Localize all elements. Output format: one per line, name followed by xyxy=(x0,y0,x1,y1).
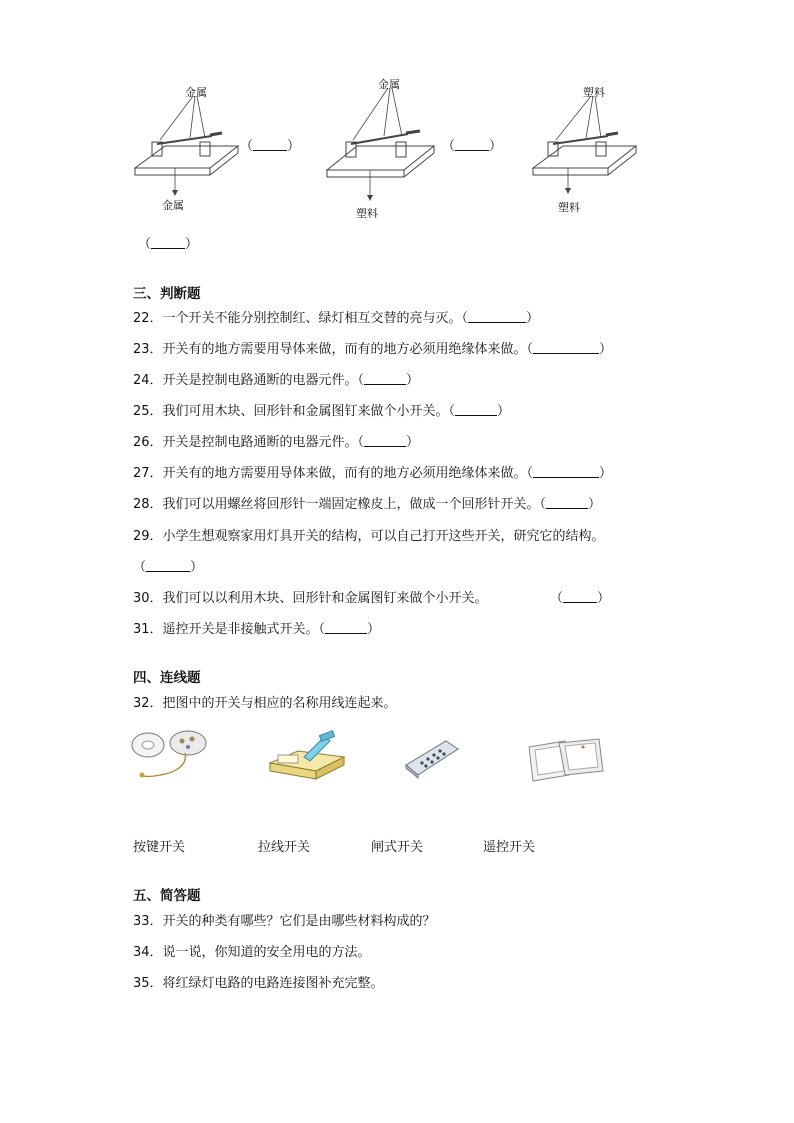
figure-1-base-label: 金属 xyxy=(162,199,184,212)
pull-cord-switch-image xyxy=(130,725,215,785)
figure-1-answer-blank[interactable]: （ ） xyxy=(240,139,301,154)
judge-item-22: 22．一个开关不能分别控制红、绿灯相互交替的亮与灭。（ ） xyxy=(133,311,540,326)
switch-name-push-button: 按键开关 xyxy=(133,840,186,855)
remote-control-image xyxy=(402,737,462,779)
figure-3-top-label: 塑料 xyxy=(583,86,605,99)
answer-blank-22[interactable] xyxy=(468,310,526,323)
judge-item-23: 23．开关有的地方需要用导体来做，而有的地方必须用绝缘体来做。（ ） xyxy=(133,342,613,357)
wall-switch-image xyxy=(525,735,607,785)
figure-2-base-label: 塑料 xyxy=(356,207,378,220)
answer-blank-28[interactable] xyxy=(546,496,588,509)
figure-2-answer-blank[interactable]: （ ） xyxy=(442,139,503,154)
judge-item-24: 24．开关是控制电路通断的电器元件。（ ） xyxy=(133,373,420,388)
connect-item-32: 32．把图中的开关与相应的名称用线连起来。 xyxy=(133,696,397,711)
knife-switch-image xyxy=(268,727,348,785)
judge-item-29-answer: （ ） xyxy=(133,560,204,575)
judge-item-26: 26．开关是控制电路通断的电器元件。（ ） xyxy=(133,435,420,450)
short-item-33: 33．开关的种类有哪些？它们是由哪些材料构成的？ xyxy=(133,914,436,929)
answer-blank-23[interactable] xyxy=(533,341,599,354)
switch-name-pull-cord: 拉线开关 xyxy=(258,840,311,855)
figure-3-base-label: 塑料 xyxy=(558,201,580,214)
switch-name-knife: 闸式开关 xyxy=(371,840,424,855)
figure-2-top-label: 金属 xyxy=(378,78,400,91)
judge-item-29: 29．小学生想观察家用灯具开关的结构，可以自己打开这些开关，研究它的结构。 xyxy=(133,529,605,544)
answer-blank-25[interactable] xyxy=(455,403,497,416)
short-item-34: 34．说一说，你知道的安全用电的方法。 xyxy=(133,945,371,960)
judge-item-30: 30．我们可以以利用木块、回形针和金属图钉来做个小开关。 xyxy=(133,591,488,606)
judge-item-27: 27．开关有的地方需要用导体来做，而有的地方必须用绝缘体来做。（ ） xyxy=(133,466,613,481)
judge-item-25: 25．我们可用木块、回形针和金属图钉来做个小开关。（ ） xyxy=(133,404,511,419)
figure-1-top-label: 金属 xyxy=(185,86,207,99)
judge-item-30-answer: （ ） xyxy=(550,591,611,606)
judge-item-31: 31．遥控开关是非接触式开关。（ ） xyxy=(133,622,381,637)
answer-blank-27[interactable] xyxy=(533,465,599,478)
answer-blank-24[interactable] xyxy=(364,372,406,385)
switch-name-remote: 遥控开关 xyxy=(483,840,536,855)
answer-blank-29[interactable] xyxy=(146,559,190,572)
judge-item-28: 28．我们可以用螺丝将回形针一端固定橡皮上，做成一个回形针开关。（ ） xyxy=(133,497,602,512)
section-title-connect: 四、连线题 xyxy=(133,670,201,686)
figure-3-answer-blank[interactable]: （ ） xyxy=(138,237,199,252)
answer-blank-26[interactable] xyxy=(364,434,406,447)
answer-blank-30[interactable] xyxy=(563,590,597,603)
answer-blank-31[interactable] xyxy=(325,621,367,634)
section-title-judge: 三、判断题 xyxy=(133,286,201,302)
section-title-short: 五、简答题 xyxy=(133,888,201,904)
short-item-35: 35．将红绿灯电路的电路连接图补充完整。 xyxy=(133,976,384,991)
